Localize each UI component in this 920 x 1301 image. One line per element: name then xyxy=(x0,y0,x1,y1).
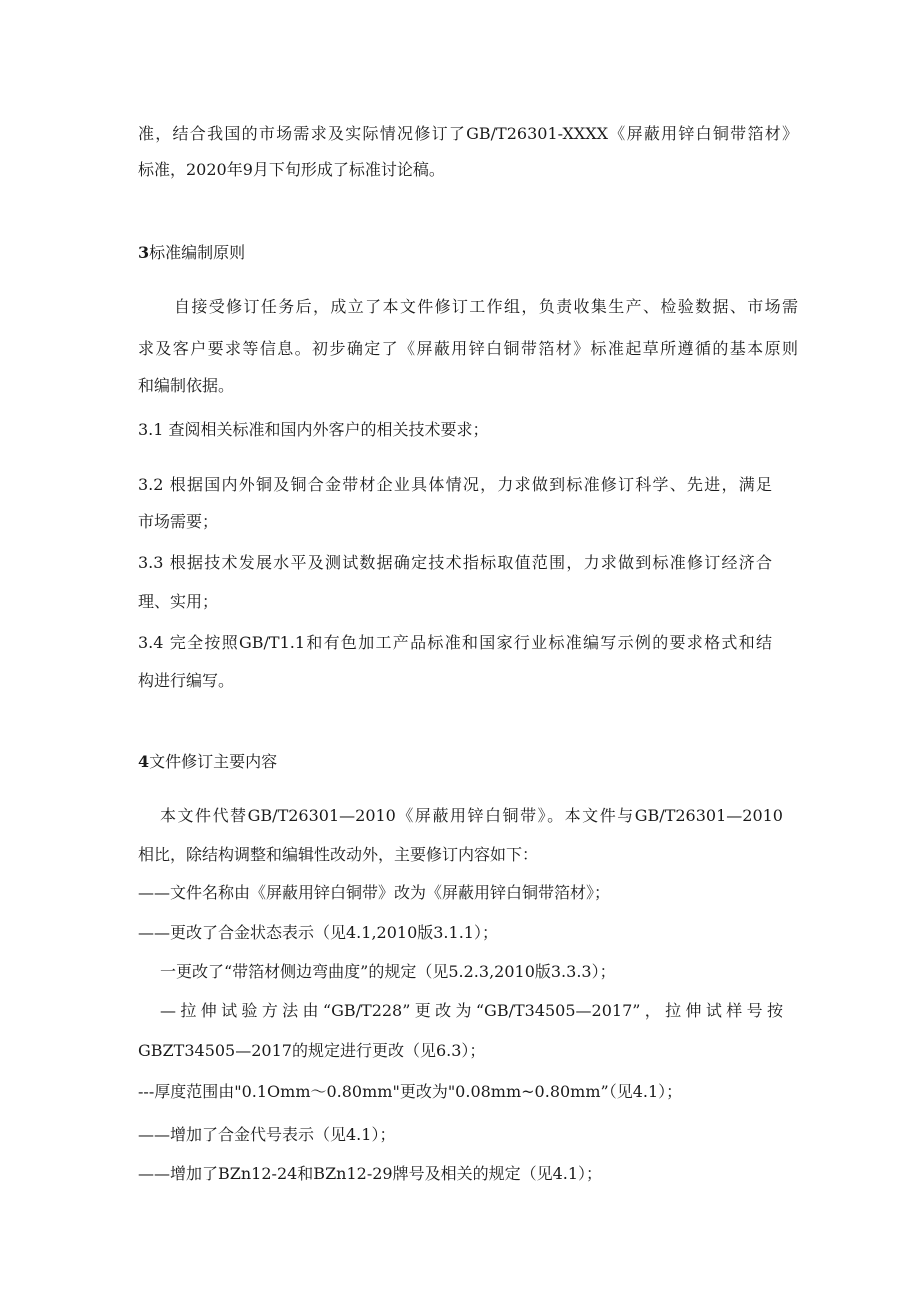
paragraph-line: 理、实用； xyxy=(138,592,219,611)
paragraph-line: 自接受修订任务后，成立了本文件修订工作组，负责收集生产、检验数据、市场需 xyxy=(174,297,798,316)
change-item: ——增加了合金代号表示（见4.1）； xyxy=(138,1125,396,1144)
list-item-3-3: 3.3 根据技术发展水平及测试数据确定技术指标取值范围，力求做到标准修订经济合 xyxy=(138,553,772,572)
change-item: —拉伸试验方法由“GB/T228”更改为“GB/T34505—2017”，拉伸试样号按 xyxy=(160,1001,783,1020)
change-item: ——更改了合金状态表示（见4.1,2010版3.1.1）； xyxy=(138,923,498,942)
paragraph-line: 构进行编写。 xyxy=(138,671,235,690)
paragraph-line: 本文件代替GB/T26301—2010《屏蔽用锌白铜带》。本文件与GB/T26301—2010 xyxy=(160,806,783,825)
section-heading-4 xyxy=(138,752,277,772)
paragraph-line: 准，结合我国的市场需求及实际情况修订了GB/T26301-XXXX《屏蔽用锌白铜带箔材》 xyxy=(138,124,798,143)
section-heading-3 xyxy=(138,243,245,263)
paragraph-line: 市场需要； xyxy=(138,512,219,531)
change-item: ——增加了BZn12-24和BZn12-29牌号及相关的规定（见4.1）； xyxy=(138,1164,603,1183)
section-title: 文件修订主要内容 xyxy=(149,752,278,771)
section-number: 4 xyxy=(138,752,150,771)
section-title: 标准编制原则 xyxy=(149,243,246,262)
paragraph-line: 标准，2020年9月下旬形成了标准讨论稿。 xyxy=(138,160,445,179)
paragraph-line: 相比，除结构调整和编辑性改动外，主要修订内容如下： xyxy=(138,845,539,864)
section-number: 3 xyxy=(138,243,150,262)
change-item: ——文件名称由《屏蔽用锌白铜带》改为《屏蔽用锌白铜带箔材》； xyxy=(138,883,611,902)
paragraph-line: GBZT34505—2017的规定进行更改（见6.3）； xyxy=(138,1041,486,1060)
paragraph-line: 求及客户要求等信息。初步确定了《屏蔽用锌白铜带箔材》标准起草所遵循的基本原则 xyxy=(138,339,798,358)
list-item-3-2: 3.2 根据国内外铜及铜合金带材企业具体情况，力求做到标准修订科学、先进，满足 xyxy=(138,475,772,494)
change-item: ---厚度范围由"0.1Omm～0.80mm"更改为"0.08mm~0.80mm”（见4.1）； xyxy=(138,1082,683,1101)
list-item-3-4: 3.4 完全按照GB/T1.1和有色加工产品标准和国家行业标准编写示例的要求格式和结 xyxy=(138,633,772,652)
list-item-3-1: 3.1 查阅相关标准和国内外客户的相关技术要求； xyxy=(138,420,489,439)
paragraph-line: 和编制依据。 xyxy=(138,376,235,395)
change-item: 一更改了“带箔材侧边弯曲度”的规定（见5.2.3,2010版3.3.3）； xyxy=(160,962,616,981)
